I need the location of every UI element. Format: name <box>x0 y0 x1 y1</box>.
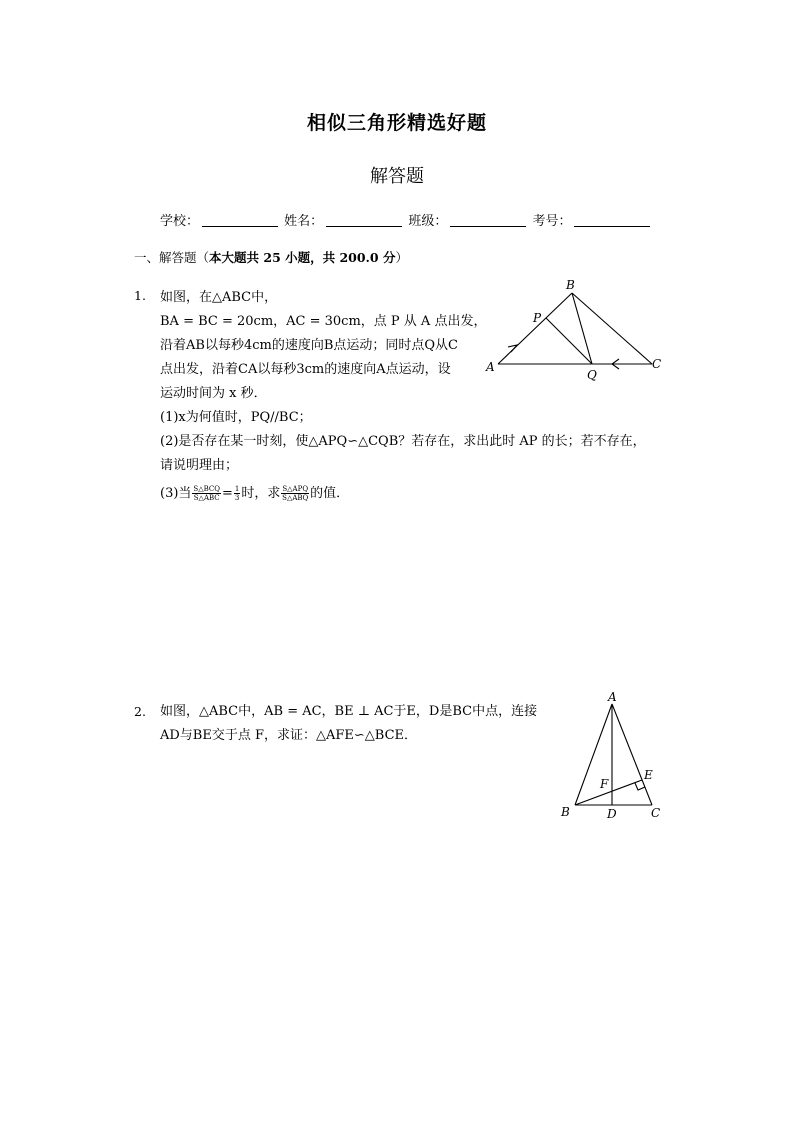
question-number-2: 2. <box>134 704 146 719</box>
q1-line-7: (2)是否存在某一时刻，使△APQ∽△CQB？若存在，求出此时 AP 的长；若不存在， <box>160 434 646 449</box>
arrow-up-icon <box>508 345 517 352</box>
segment-be <box>575 780 642 805</box>
section-prefix: 一、解答题（ <box>134 250 210 265</box>
segment-ac <box>612 704 652 805</box>
q1-line-6: (1)x为何值时，PQ//BC； <box>160 410 312 425</box>
label-c: C <box>651 806 661 820</box>
label-p: P <box>533 311 542 325</box>
q1-line-1: 如图，在△ABC中， <box>160 290 278 305</box>
label-b: B <box>566 278 575 292</box>
number-blank[interactable] <box>574 213 650 227</box>
fraction-bcq-abc <box>192 485 221 502</box>
page-title: 相似三角形精选好题 <box>306 112 487 134</box>
q1-line-3: 沿着AB以每秒4cm的速度向B点运动；同时点Q从C <box>160 338 458 353</box>
class-label: 班级： <box>408 214 448 229</box>
student-info-row <box>160 210 652 229</box>
label-d: D <box>607 807 617 821</box>
label-f: F <box>600 777 609 791</box>
q1-line-9 <box>160 482 349 502</box>
name-label: 姓名： <box>284 214 324 229</box>
page-subtitle: 解答题 <box>370 166 424 187</box>
class-blank[interactable] <box>450 213 526 227</box>
frac3-top: S△APQ <box>282 485 309 493</box>
school-label: 学校： <box>160 214 200 229</box>
section-bold: 本大题共 25 小题，共 200.0 分 <box>209 250 396 265</box>
number-label: 考号： <box>532 214 572 229</box>
frac2-top: 1 <box>234 485 240 493</box>
frac2-bottom: 3 <box>234 494 240 502</box>
frac1-top: S△BCQ <box>193 485 220 493</box>
segment-bc <box>572 293 652 364</box>
segment-ab <box>498 293 572 364</box>
label-e: E <box>644 768 653 782</box>
label-c: C <box>652 357 662 371</box>
question-number-1: 1. <box>134 288 146 303</box>
q1-line-4: 点出发，沿着CA以每秒3cm的速度向A点运动，设 <box>160 362 451 377</box>
fraction-one-third <box>234 485 240 502</box>
school-blank[interactable] <box>202 213 278 227</box>
label-a: A <box>486 360 495 374</box>
label-b: B <box>561 805 570 819</box>
q2-line-2: AD与BE交于点 F，求证：△AFE∽△BCE． <box>160 728 418 743</box>
section-heading <box>134 248 408 266</box>
q2-line-1: 如图，△ABC中，AB = AC，BE ⊥ AC于E，D是BC中点，连接 <box>160 704 538 719</box>
name-blank[interactable] <box>326 213 402 227</box>
q1-line-5: 运动时间为 x 秒． <box>160 386 267 401</box>
q1-part3-middle: 时，求 <box>241 486 281 501</box>
figure-isosceles-triangle <box>555 690 675 825</box>
q1-line-2: BA = BC = 20cm，AC = 30cm，点 P 从 A 点出发， <box>160 314 487 329</box>
label-q: Q <box>587 368 597 382</box>
q1-part3-suffix: 的值． <box>310 486 350 501</box>
figure-triangle-abc-pq <box>480 276 680 386</box>
equals-sign: = <box>221 486 233 501</box>
frac3-bottom: S△ABQ <box>282 494 309 502</box>
frac1-bottom: S△ABC <box>193 494 220 502</box>
label-a: A <box>608 690 617 704</box>
fraction-apq-abq <box>281 485 309 502</box>
q1-line-8: 请说明理由； <box>160 458 239 473</box>
q1-part3-prefix: (3)当 <box>160 486 192 501</box>
section-suffix: ） <box>395 250 408 265</box>
